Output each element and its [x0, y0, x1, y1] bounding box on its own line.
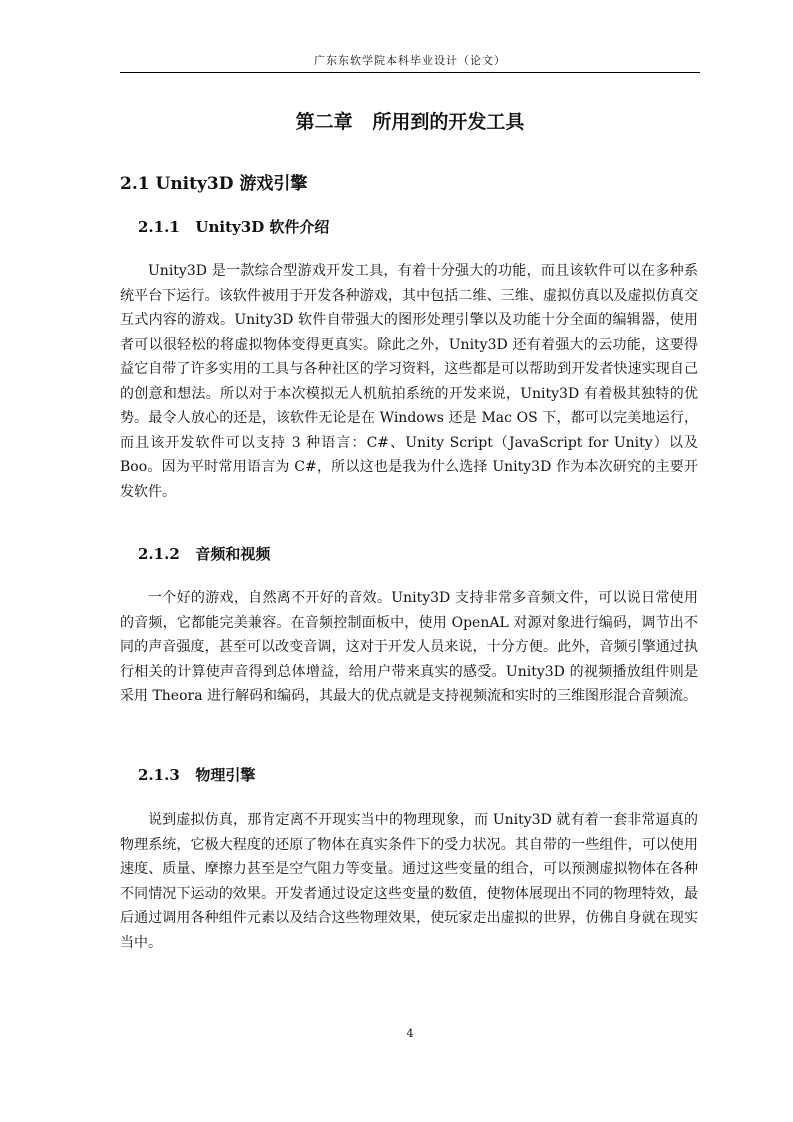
running-header: 广东东软学院本科毕业设计（论文） — [120, 52, 700, 73]
chapter-title: 第二章 所用到的开发工具 — [295, 111, 525, 133]
subsection-heading-2-1-3: 2.1.3 物理引擎 — [138, 766, 256, 784]
subsection-heading-2-1-1: 2.1.1 Unity3D 软件介绍 — [138, 218, 330, 236]
page-number: 4 — [406, 1027, 414, 1040]
subsection-heading-2-1-2: 2.1.2 音频和视频 — [138, 545, 271, 563]
section-heading: 2.1 Unity3D 游戏引擎 — [120, 174, 308, 194]
paragraph-audio-video: 一个好的游戏，自然离不开好的音效。Unity3D 支持非常多音频文件，可以说日常使用的音频，它都能完美兼容。在音频控制面板中，使用 OpenAL 对源对象进行编码，调节出不同的声音强度，甚至可以改变音调，这对于开发人员来说，十分方便。此外，音频引擎通过执行相关的计算使声音得到总体增益，给用户带来真实的感受。Unity3D 的视频播放组件则是采用 Theora 进行解码和编码，其最大的优点就是支持视频流和实时的三维图形混合音频流。 — [120, 590, 698, 704]
paragraph-physics-engine: 说到虚拟仿真，那肯定离不开现实当中的物理现象，而 Unity3D 就有着一套非常逼真的物理系统，它极大程度的还原了物体在真实条件下的受力状况。其自带的一些组件，可以使用速度、质量、摩擦力甚至是空气阻力等变量。通过这些变量的组合，可以预测虚拟物体在各种不同情况下运动的效果。开发者通过设定这些变量的数值，使物体展现出不同的物理特效，最后通过调用各种组件元素以及结合这些物理效果，使玩家走出虚拟的世界，仿佛自身就在现实当中。 — [120, 812, 698, 951]
paragraph-unity3d-intro: Unity3D 是一款综合型游戏开发工具，有着十分强大的功能，而且该软件可以在多种系统平台下运行。该软件被用于开发各种游戏，其中包括二维、三维、虚拟仿真以及虚拟仿真交互式内容的游戏。Unity3D 软件自带强大的图形处理引擎以及功能十分全面的编辑器，使用者可以很轻松的将虚拟物体变得更真实。除此之外，Unity3D 还有着强大的云功能，这要得益它自带了许多实用的工具与各种社区的学习资料，这些都是可以帮助到开发者快速实现自己的创意和想法。所以对于本次模拟无人机航拍系统的开发来说，Unity3D 有着极其独特的优势。最令人放心的还是，该软件无论是在 Windows 还是 Mac OS 下，都可以完美地运行，而且该开发软件可以支持 3 种语言：C#、Unity Script（JavaScript for Unity）以及 Boo。因为平时常用语言为 C#，所以这也是我为什么选择 Unity3D 作为本次研究的主要开发软件。 — [120, 263, 698, 500]
